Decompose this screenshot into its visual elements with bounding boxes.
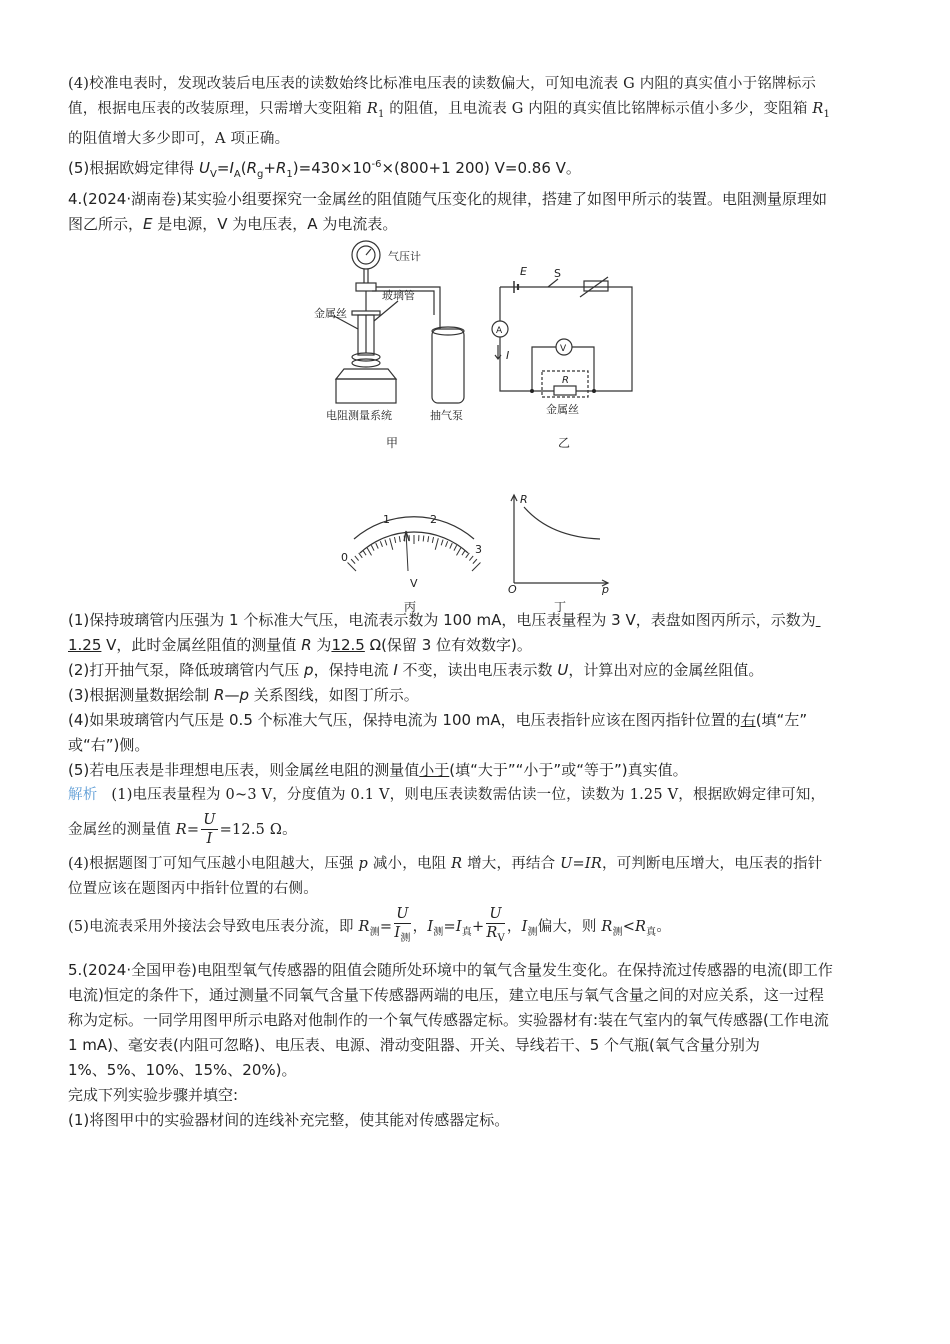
dial-tick	[450, 543, 452, 548]
gauge-label: 气压计	[388, 249, 421, 263]
text: 金属丝的测量值	[68, 821, 176, 838]
dial-tick	[376, 543, 378, 548]
question-5-line	[68, 958, 880, 983]
question-4-line: (3)根据测量数据绘制 R—p 关系图线，如图丁所示。	[68, 685, 419, 704]
dial-tick	[371, 545, 374, 550]
dial-tick	[359, 553, 363, 558]
dial-tick	[441, 539, 443, 545]
dial-tick	[394, 537, 395, 543]
answer-blank: 右	[740, 710, 756, 729]
text: (2)打开抽气泵，降低玻璃管内气压	[68, 660, 305, 679]
figure-caption: 甲	[386, 435, 399, 450]
r-p-curve	[524, 507, 600, 539]
answer-blank: 小于	[419, 760, 450, 779]
figure-caption: 丙	[404, 599, 417, 614]
question-4-line: 图乙所示，E 是电源，V 为电压表，A 为电流表。	[68, 214, 398, 233]
text: 1 mA)、毫安表(内阻可忽略)、电压表、电源、滑动变阻器、开关、导线若干、5 个气瓶(氧气含量分别为	[68, 1035, 760, 1054]
text: ，保持电流	[313, 660, 394, 679]
dial-unit: V	[410, 576, 418, 590]
dial-tick	[367, 547, 372, 555]
text: (填“大于”“小于”或“等于”)真实值。	[449, 760, 688, 779]
circuit-label: A	[496, 325, 503, 336]
analysis-tag: 解析	[68, 786, 98, 803]
fraction: $\frac{U}{I}$	[203, 812, 216, 848]
text: (填“左”	[755, 710, 808, 729]
text: 图乙所示，	[68, 214, 144, 233]
text: (5)电流表采用外接法会导致电压表分流，即	[68, 918, 359, 935]
answer-blank: 1.25	[68, 635, 102, 654]
dial-tick	[355, 556, 359, 561]
text: 1%、5%、10%、15%、20%)。	[68, 1060, 297, 1079]
text: =12.5 Ω。	[219, 821, 297, 838]
question-4-line	[68, 733, 880, 758]
question-4-line	[68, 608, 880, 633]
text: 关系图线，如图丁所示。	[249, 685, 419, 704]
text: 不变，读出电压表示数	[397, 660, 558, 679]
question-4-line	[68, 187, 880, 212]
dial-tick	[454, 545, 457, 550]
text: 为	[311, 635, 332, 654]
question-5-line	[68, 1033, 880, 1058]
exponent: -6	[371, 158, 382, 170]
subscript: 测	[433, 926, 444, 938]
figure-caption: 乙	[558, 435, 571, 450]
figure-block	[68, 241, 880, 614]
text: (1)电压表量程为 0~3 V，分度值为 0.1 V，则电压表读数需估读一位，读数为 1.25 V，根据欧姆定律可知，	[111, 786, 826, 803]
fraction: $\frac{U}{I_测}$	[394, 906, 411, 945]
circuit-label: 金属丝	[546, 402, 579, 416]
dial-tick	[404, 535, 405, 541]
subscript: 测	[400, 933, 411, 945]
text: 值，根据电压表的改装原理，只需增大变阻箱	[68, 101, 367, 117]
dial-tick	[428, 536, 429, 542]
figure-caption: 丁	[554, 599, 567, 614]
circuit-label: V	[560, 343, 567, 354]
text: ，	[412, 918, 428, 935]
dial-tick	[423, 535, 424, 541]
question-4-line: 1.25 V，此时金属丝阻值的测量值 R 为12.5 Ω(保留 3 位有效数字)。	[68, 635, 532, 654]
text: (3)根据测量数据绘制	[68, 685, 215, 704]
text: 位置应该在题图丙中指针位置的右侧。	[68, 880, 318, 897]
dial-tick	[385, 539, 387, 545]
text: (5)根据欧姆定律得	[68, 158, 200, 177]
dial-tick-label: 2	[430, 512, 437, 526]
text: 4.(2024·湖南卷)某实验小组要探究一金属丝的阻值随气压变化的规律，搭建了如图甲所示的装置。电阻测量原理如	[68, 189, 827, 208]
analysis-line: (5)电流表采用外接法会导致电压表分流，即 $R_测=$ $\frac{U}{I_测}$ ，$I_测=I_真+$ $\frac{U}{R_V}$ ，$I_测$偏大，则 $R_测<R_真$。	[68, 902, 880, 958]
question-5-line	[68, 1083, 880, 1108]
analysis-line	[68, 783, 880, 808]
answer-blank	[816, 611, 821, 629]
analysis-line	[68, 877, 880, 902]
text-line: 值，根据电压表的改装原理，只需增大变阻箱 $R_1$ 的阻值，且电流表 G 内阻的真实值比铭牌标示值小多少，变阻箱 $R_1$	[68, 101, 831, 120]
dial-tick	[469, 556, 473, 561]
axis-label: O	[508, 582, 517, 596]
dial-tick	[466, 553, 470, 558]
subscript: 测	[612, 926, 623, 938]
answer-blank: 12.5	[331, 635, 365, 654]
question-4-line: (2)打开抽气泵，降低玻璃管内气压 p，保持电流 I 不变，读出电压表示数 U，计算出对应的金属丝阻值。	[68, 660, 764, 679]
circuit-label: S	[554, 266, 561, 280]
axis-label: R	[520, 492, 528, 506]
subscript: 测	[369, 926, 380, 938]
apparatus-figure	[334, 241, 464, 403]
dial-tick	[462, 550, 465, 555]
dial-tick	[457, 547, 462, 555]
fraction: $\frac{U}{R_V}$	[486, 906, 505, 945]
text: =430×10	[298, 158, 372, 177]
text: (4)如果玻璃管内气压是 0.5 个标准大气压，保持电流为 100 mA，电压表指针应该在图丙指针位置的	[68, 710, 741, 729]
text: (1)将图甲中的实验器材间的连线补充完整，使其能对传感器定标。	[68, 1110, 510, 1129]
text-line	[68, 72, 880, 97]
subscript: 真	[461, 926, 472, 938]
analysis-line: (4)根据题图丁可知气压越小电阻越大，压强 p 减小，电阻 R 增大，再结合 U=IR，可判断电压增大，电压表的指针	[68, 855, 823, 872]
question-4-line	[68, 758, 880, 783]
question-5-line	[68, 1008, 880, 1033]
question-4-line	[68, 708, 880, 733]
circuit-label: R	[562, 374, 569, 386]
question-5-line	[68, 1058, 880, 1083]
dial-tick	[351, 559, 355, 563]
text: 偏大，则	[537, 918, 602, 935]
text: V，此时金属丝阻值的测量值	[101, 635, 302, 654]
dial-tick-label: 0	[341, 550, 348, 564]
circuit-label: E	[520, 264, 527, 278]
text: Ω(保留 3 位有效数字)。	[364, 635, 532, 654]
axis-label: p	[602, 582, 609, 596]
text: (4)根据题图丁可知气压越小电阻越大，压强	[68, 855, 359, 872]
system-label: 电阻测量系统	[326, 408, 392, 422]
text: ，计算出对应的金属丝阻值。	[568, 660, 764, 679]
pump-label: 抽气泵	[430, 408, 463, 422]
dial-tick	[363, 550, 366, 555]
text: ×(800+1 200) V=0.86 V。	[381, 158, 581, 177]
subscript: 测	[527, 926, 538, 938]
text: 是电源，V 为电压表，A 为电流表。	[152, 214, 398, 233]
wire-label: 金属丝	[314, 306, 347, 320]
text: 的阻值增大多少即可，A 项正确。	[68, 130, 290, 147]
air-pump-icon	[432, 329, 464, 403]
dial-tick	[435, 538, 438, 550]
dial-tick-label: 3	[475, 542, 482, 556]
dial-tick	[390, 538, 393, 550]
document-page	[68, 72, 880, 1133]
text: 或“右”)侧。	[68, 735, 150, 754]
text-line: (5)根据欧姆定律得 $U_V=I_A(R_g+R_1)=430\times 10^{-6}\times(800+1$ 200) V=0.86 V。	[68, 158, 581, 180]
text: ，	[506, 918, 522, 935]
text: 的阻值，且电流表 G 内阻的真实值比铭牌标示值小多少，变阻箱	[384, 101, 813, 117]
text: —	[224, 685, 240, 704]
subscript: 真	[646, 926, 657, 938]
text: (1)保持玻璃管内压强为 1 个标准大气压，电流表示数为 100 mA，电压表量程为 3 V，表盘如图丙所示，示数为	[68, 610, 816, 629]
question-5-line	[68, 1108, 880, 1133]
text: 减小，电阻	[368, 855, 452, 872]
dial-tick-label: 1	[383, 512, 390, 526]
circuit-label: I	[506, 348, 510, 362]
r-p-graph	[511, 492, 608, 586]
dial-tick	[473, 559, 477, 563]
text: (5)若电压表是非理想电压表，则金属丝电阻的测量值	[68, 760, 420, 779]
text: 完成下列实验步骤并填空:	[68, 1085, 239, 1104]
text: 5.(2024·全国甲卷)电阻型氧气传感器的阻值会随所处环境中的氧气含量发生变化。在保持流过传感器的电流(即工作	[68, 960, 833, 979]
text: 增大，再结合	[462, 855, 561, 872]
text: 称为定标。一同学用图甲所示电路对他制作的一个氧气传感器定标。实验器材有:装在气室内的氧气传感器(工作电流	[68, 1010, 829, 1029]
dial-tick	[380, 541, 382, 547]
tube-label: 玻璃管	[382, 288, 415, 302]
text: ，可判断电压增大，电压表的指针	[601, 855, 823, 872]
dial-tick	[399, 536, 400, 542]
text-line	[68, 127, 880, 152]
text: 电流)恒定的条件下，通过测量不同氧气含量下传感器两端的电压，建立电压与氧气含量之间的对应关系，这一过程	[68, 985, 824, 1004]
question-5-line	[68, 983, 880, 1008]
text: (4)校准电表时，发现改装后电压表的读数始终比标准电压表的读数偏大，可知电流表 G 内阻的真实值小于铭牌标示	[68, 76, 817, 92]
dial-tick	[446, 541, 448, 547]
measurement-system-icon	[336, 379, 396, 403]
dial-tick	[432, 537, 433, 543]
analysis-line: 金属丝的测量值 R= $\frac{U}{I}$ =12.5 Ω。	[68, 812, 297, 848]
